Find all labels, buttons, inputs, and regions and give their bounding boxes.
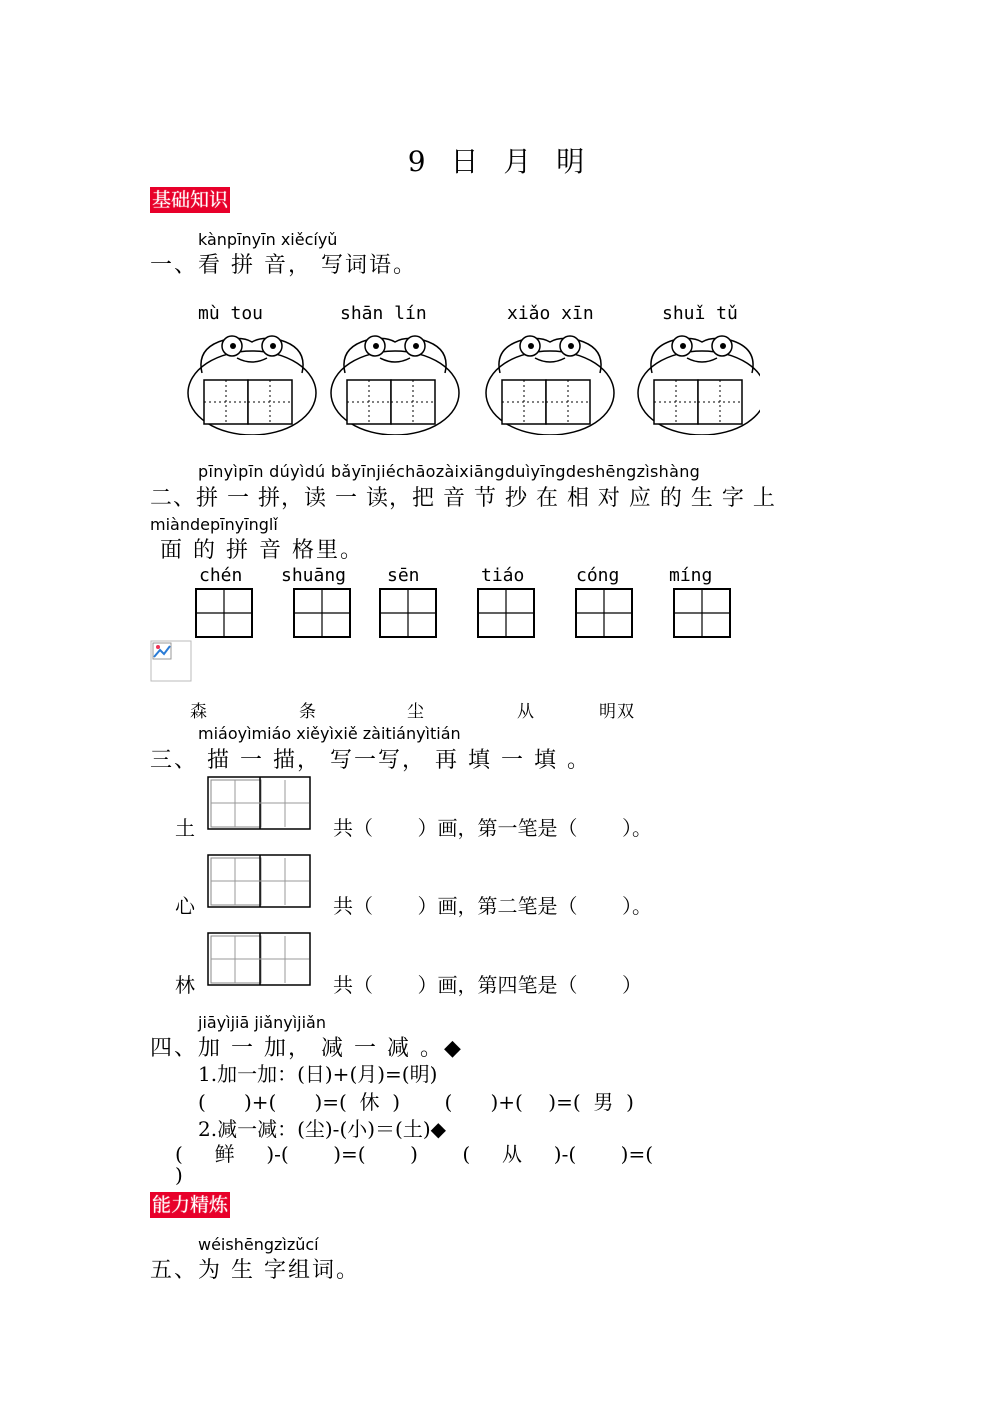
q2-pinyin-1: pīnyìpīn dúyìdú bǎyīnjiéchāozàixiāngduìyīngdeshēngzìshàng [198, 462, 701, 481]
q2-pinyin-2: miàndepīnyīnglǐ [150, 515, 278, 534]
q2-char-1: 森 [190, 702, 207, 722]
q5-pinyin: wéishēngzìzǔcí [198, 1235, 319, 1254]
q4-pinyin: jiāyìjiā jiǎnyìjiǎn [198, 1013, 326, 1032]
q2-syllable-6: míng [669, 565, 713, 586]
q4-heading: 四、加 一 加， 减 一 减 。◆ [150, 1036, 463, 1061]
q2-syllable-4: tiáo [481, 565, 525, 586]
q2-character-row [0, 697, 1000, 721]
q2-char-5: 明 [599, 702, 616, 722]
q3-text-2: 共（ ）画，第二笔是（ ）。 [333, 894, 653, 918]
q2-char-3: 尘 [407, 702, 424, 722]
q1-pinyin: kànpīnyīn xiěcíyǔ [198, 230, 338, 249]
q5-heading: 五、为 生 字组词。 [150, 1258, 360, 1283]
q1-heading: 一、看 拼 音， 写词语。 [150, 253, 417, 278]
q2-heading-1: 二、拼 一 拼，读 一 读，把 音 节 抄 在 相 对 应 的 生 字 上 [150, 486, 776, 511]
q3-text-3: 共（ ）画，第四笔是（ ） [333, 973, 643, 997]
q4-subtract-blanks: ( 鲜 )-( )=( ) ( 从 )-( )=( [175, 1142, 654, 1166]
q2-char-6: 双 [617, 702, 634, 722]
q3-tracing-grids [205, 775, 315, 995]
frog-writing-boxes [180, 325, 760, 435]
q2-syllable-1: chén [199, 565, 243, 586]
q1-word-2: shān lín [340, 303, 427, 324]
q3-char-1: 土 [175, 816, 195, 840]
q2-syllable-5: cóng [576, 565, 620, 586]
section-badge-skills: 能力精炼 [152, 1194, 229, 1216]
q4-subtract-blanks-end: ) [175, 1163, 183, 1187]
broken-image-icon [150, 640, 194, 682]
q3-heading: 三、 描 一 描， 写一写， 再 填 一 填 。 [150, 748, 591, 773]
q1-word-3: xiǎo xīn [507, 303, 594, 324]
q2-syllable-3: sēn [387, 565, 420, 586]
q3-char-2: 心 [175, 894, 195, 918]
q2-heading-2: 面 的 拼 音 格里。 [160, 538, 364, 563]
q4-add-example: 1.加一加：(日)+(月)=(明) [198, 1062, 438, 1086]
q4-subtract-example: 2.减一减：(尘)-(小)＝(土)◆ [198, 1117, 447, 1141]
section-badge-basic: 基础知识 [152, 189, 229, 211]
q4-add-blanks: ( )+( )=( 休 ) ( )+( )=( 男 ) [198, 1090, 634, 1114]
q3-text-1: 共（ ）画，第一笔是（ ）。 [333, 816, 653, 840]
pinyin-grid-boxes [190, 585, 750, 645]
page-title: 9 日 月 明 [407, 145, 593, 178]
q1-word-1: mù tou [198, 303, 264, 324]
q2-char-4: 从 [517, 702, 534, 722]
q3-char-3: 林 [175, 973, 195, 997]
q2-char-2: 条 [299, 702, 316, 722]
q1-word-4: shuǐ tǔ [662, 303, 738, 324]
q2-syllable-2: shuāng [281, 565, 347, 586]
q3-pinyin: miáoyìmiáo xiěyìxiě zàitiányìtián [198, 724, 461, 743]
